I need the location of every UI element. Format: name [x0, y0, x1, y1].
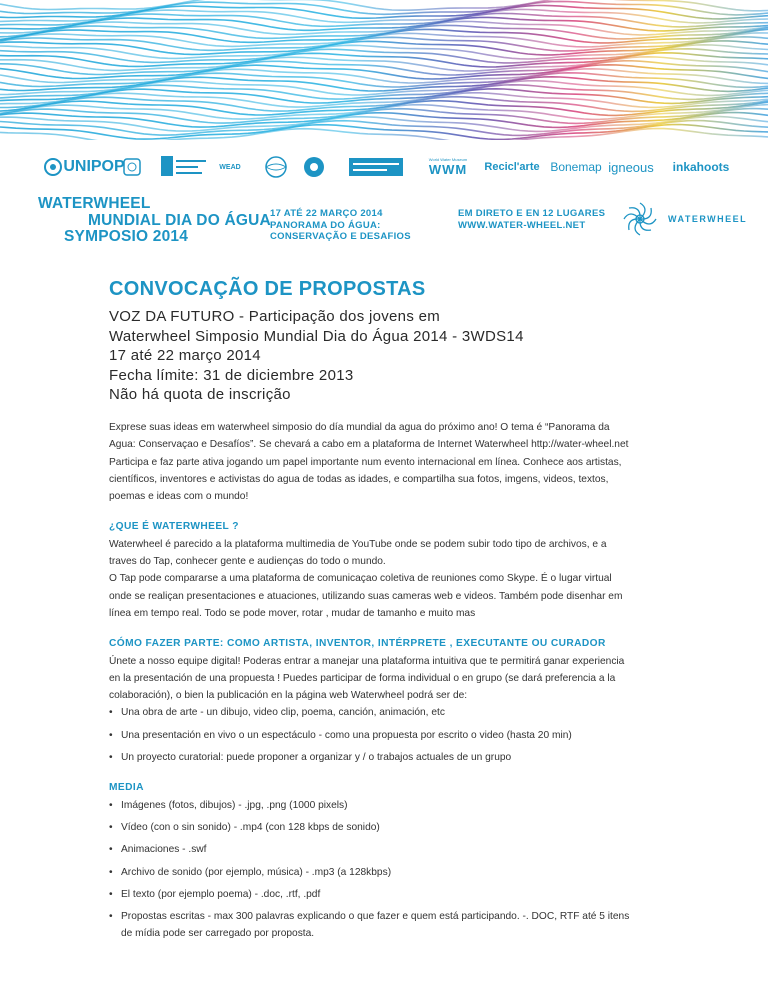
wwm-logo: World Water Museum WWM — [428, 157, 468, 177]
badge-icon — [123, 158, 141, 176]
list-item: • Animaciones - .swf — [109, 841, 679, 858]
list-item-continuation: de mídia pode ser carregado por proposta. — [121, 928, 315, 940]
section-line: Waterwheel é parecido a la plataforma multimedia de YouTube onde se podem subir todo tipo de archivos, e a — [109, 538, 607, 550]
partner-logo-7 — [300, 146, 328, 188]
partner-logo-8 — [348, 146, 404, 188]
wave-banner-graphic — [0, 0, 768, 140]
subtitle-line: Waterwheel Simposio Mundial Dia do Água 2014 - 3WDS14 — [109, 327, 524, 345]
list-item: • Vídeo (con o sin sonido) - .mp4 (con 128 kbps de sonido) — [109, 819, 679, 836]
section-line: línea em tempo real. Todo se pode mover, rotar , mudar de tamanho e muito mas — [109, 607, 476, 619]
wordmark-block-icon — [349, 158, 403, 176]
block-logo-icon — [161, 154, 211, 180]
wead-logo: WEAD — [219, 163, 241, 171]
event-theme-line2: CONSERVAÇÃO E DESAFIOS — [270, 231, 411, 242]
unipop-logo: UNIPOP — [63, 158, 125, 175]
waterwheel-spiral-icon — [620, 199, 660, 239]
section-line: Únete a nosso equipe digital! Poderas entrar a manejar una plataforma intuitiva que te permitirá ganar experiencia — [109, 655, 625, 667]
subtitle-line: Fecha límite: 31 de diciembre 2013 — [109, 366, 354, 384]
subtitle-line: 17 até 22 março 2014 — [109, 347, 261, 364]
intro-line: Agua: Conservaçao e Desafíos”. Se chevará a cabo em a plataforma de Internet Waterwheel http://water-wheel.net — [109, 439, 629, 451]
partner-logo-6 — [260, 146, 292, 188]
list-item: • Imágenes (fotos, dibujos) - .jpg, .png (1000 pixels) — [109, 797, 679, 814]
section-line: en la presentación de una propuesta ! Puedes participar de forma individual o en grupo (se dará preferencia a la — [109, 672, 616, 684]
section-line: colaboración), o bien la publicación en la página web Waterwheel podrá ser de: — [109, 690, 468, 702]
list-item: • Archivo de sonido (por ejemplo, música) - .mp3 (a 128kbps) — [109, 864, 679, 881]
partner-logo-4 — [158, 146, 214, 188]
bonemap-logo: Bonemap — [550, 160, 602, 174]
partner-logo-3 — [118, 146, 146, 188]
symposium-title — [38, 196, 271, 246]
section-heading-how-to-participate: CÓMO FAZER PARTE: COMO ARTISTA, INVENTOR, INTÉRPRETE , EXECUTANTE OU CURADOR — [109, 638, 606, 650]
intro-line: Exprese suas ideas em waterwheel simposio do día mundial da agua do próximo ano! O tema é “Panorama da — [109, 422, 610, 433]
symposium-title-line2: MUNDIAL DIA DO ÁGUA — [88, 211, 271, 229]
subtitle-line: VOZ DA FUTURO - Participação dos jovens em — [109, 308, 441, 325]
section-heading-media: MEDIA — [109, 782, 144, 794]
event-website-link[interactable]: WWW.WATER-WHEEL.NET — [458, 219, 586, 231]
igneous-logo: igneous — [608, 159, 654, 175]
section-line: O Tap pode compararse a uma plataforma de comunicaçao coletiva de reuniones como Skype. É o lugar virtual — [109, 573, 612, 585]
event-dates-block — [270, 208, 411, 243]
intro-line: científicos, inventores e activistas do agua de todas as idades, e compartilha sua fotos, imgens, videos, textos, — [109, 473, 609, 485]
list-item: • Un proyecto curatorial: puede proponer a organizar y / o trabajos actuales de un grupo — [109, 749, 679, 766]
waterwheel-logo — [620, 198, 760, 240]
event-locations: EM DIRETO E EN 12 LUGARES — [458, 208, 606, 219]
list-item: • Una presentación en vivo o un espectáculo - como una propuesta por escrito o video (hasta 20 min) — [109, 727, 679, 744]
list-item: • Propostas escritas - max 300 palavras explicando o que fazer e quem está participando. -. DOC, RTF até 5 itens — [109, 908, 679, 925]
reciclarte-logo: Recicl'arte — [484, 161, 540, 173]
intro-line: poemas e ideas com o mundo! — [109, 491, 249, 503]
section-line: onde se realiçan presentaciones e atuaciones, utilizando suas cameras web e videos. Também pode disenhar em — [109, 590, 623, 602]
circle-logo-icon — [43, 157, 63, 177]
list-item: • Una obra de arte - un dibujo, video clip, poema, canción, animación, etc — [109, 704, 679, 721]
list-item: • El texto (por ejemplo poema) - .doc, .rtf, .pdf — [109, 886, 679, 903]
symposium-title-line3: SYMPOSIO 2014 — [64, 228, 189, 245]
waterwheel-logo-word: WATERWHEEL — [668, 214, 748, 224]
event-dates: 17 ATÉ 22 MARÇO 2014 — [270, 208, 383, 219]
event-theme-line1: PANORAMA DO ÁGUA: — [270, 219, 381, 231]
subtitle-line: Não há quota de inscrição — [109, 386, 291, 403]
event-location-block — [458, 208, 605, 231]
section-heading-waterwheel: ¿QUE É WATERWHEEL ? — [109, 521, 239, 533]
eye-icon — [303, 156, 325, 178]
symposium-title-line1: WATERWHEEL — [38, 195, 151, 212]
partner-logos-row — [0, 146, 768, 188]
body-content — [109, 419, 679, 943]
section-line: traves do Tap, conhecer gente e audienças do todo o mundo. — [109, 556, 386, 568]
intro-line: Participa e faz parte ativa jogando um papel importante num evento internacional em línea. Conhece aos artistas, — [109, 456, 622, 468]
globe-icon — [263, 155, 289, 179]
subtitle-block — [109, 307, 524, 405]
inkahoots-logo: inkahoots — [672, 160, 730, 174]
page-title: CONVOCAÇÃO DE PROPOSTAS — [109, 278, 426, 300]
